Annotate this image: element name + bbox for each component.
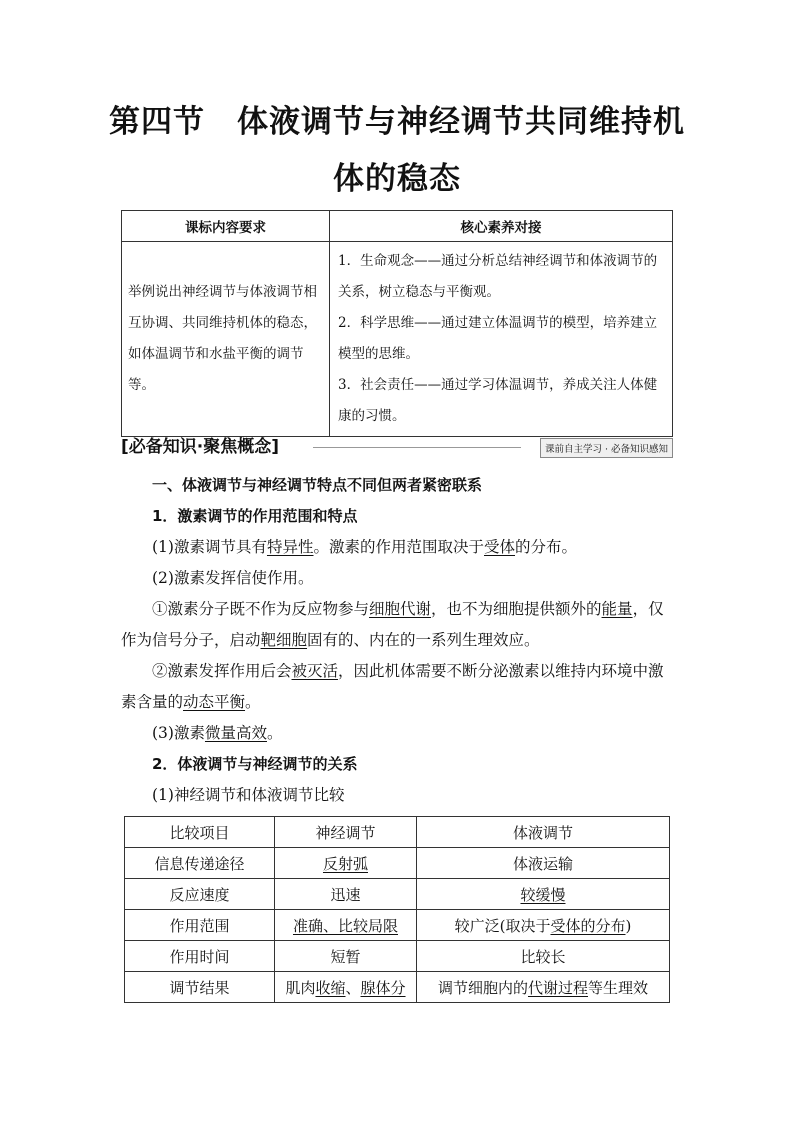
table-cell-item: 信息传递途径 (125, 848, 275, 879)
table-row (125, 910, 670, 941)
requirements-table (121, 210, 673, 437)
table-row (125, 879, 670, 910)
page-title-line2: 体的稳态 (333, 161, 461, 197)
section-header-bar (121, 430, 673, 460)
section-divider (313, 447, 521, 448)
table-cell-item: 作用时间 (125, 941, 275, 972)
literacy-item: 1．生命观念——通过分析总结神经调节和体液调节的关系，树立稳态与平衡观。 (338, 253, 658, 300)
paragraph-3: ①激素分子既不作为反应物参与细胞代谢，也不为细胞提供额外的能量，仅作为信号分子，启动靶细胞固有的、内在的一系列生理效应。 (121, 600, 664, 649)
table-cell-neural: 肌肉收缩、腺体分 (275, 972, 417, 1003)
table-cell-item: 作用范围 (125, 910, 275, 941)
table-row (125, 848, 670, 879)
section-tag: 课前自主学习 · 必备知识感知 (540, 438, 673, 458)
table-cell-humoral: 调节细胞内的代谢过程等生理效 (417, 972, 670, 1003)
table-cell-neural: 反射弧 (275, 848, 417, 879)
table-cell-neural: 短暂 (275, 941, 417, 972)
section-title: [必备知识·聚焦概念] (121, 437, 279, 457)
page-title-line1: 第四节 体液调节与神经调节共同维持机 (109, 104, 685, 140)
main-content (121, 470, 676, 811)
heading-4: (1)神经调节和体液调节比较 (152, 786, 345, 804)
table-cell-humoral: 体液运输 (417, 848, 670, 879)
paragraph-4: ②激素发挥作用后会被灭活，因此机体需要不断分泌激素以维持内环境中激素含量的动态平衡。 (121, 662, 664, 711)
table-header-cell: 比较项目 (125, 817, 275, 848)
table-cell-humoral: 较缓慢 (417, 879, 670, 910)
paragraph-5: (3)激素微量高效。 (152, 724, 283, 742)
literacy-item: 3．社会责任——通过学习体温调节，养成关注人体健康的习惯。 (338, 377, 658, 424)
table-header-cell: 体液调节 (417, 817, 670, 848)
requirements-right-cell (330, 242, 673, 437)
requirements-header-right: 核心素养对接 (330, 211, 673, 242)
table-cell-item: 调节结果 (125, 972, 275, 1003)
table-row (125, 972, 670, 1003)
literacy-item: 2．科学思维——通过建立体温调节的模型，培养建立模型的思维。 (338, 315, 658, 362)
comparison-table (124, 816, 670, 1003)
table-row (125, 941, 670, 972)
table-cell-item: 反应速度 (125, 879, 275, 910)
requirements-left-cell: 举例说出神经调节与体液调节相互协调、共同维持机体的稳态，如体温调节和水盐平衡的调节等。 (122, 242, 330, 437)
paragraph-1: (1)激素调节具有特异性。激素的作用范围取决于受体的分布。 (152, 538, 578, 556)
heading-3: 2．体液调节与神经调节的关系 (152, 755, 358, 773)
paragraph-2: (2)激素发挥信使作用。 (152, 569, 314, 587)
table-cell-neural: 准确、比较局限 (275, 910, 417, 941)
table-cell-neural: 迅速 (275, 879, 417, 910)
heading-1: 一、体液调节与神经调节特点不同但两者紧密联系 (152, 476, 483, 494)
table-cell-humoral: 较广泛(取决于受体的分布) (417, 910, 670, 941)
table-cell-humoral: 比较长 (417, 941, 670, 972)
heading-2: 1．激素调节的作用范围和特点 (152, 507, 358, 525)
table-header-cell: 神经调节 (275, 817, 417, 848)
table-header-row (125, 817, 670, 848)
requirements-header-left: 课标内容要求 (122, 211, 330, 242)
